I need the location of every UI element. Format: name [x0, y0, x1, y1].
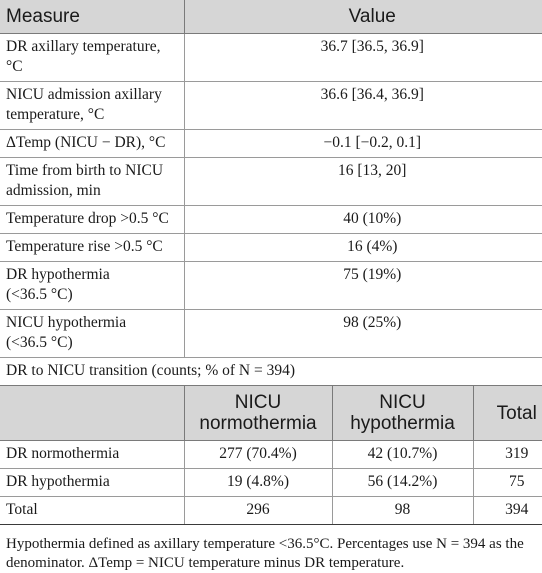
value-cell: 98 (25%) — [184, 310, 542, 358]
measure-column-header: Measure — [0, 0, 184, 34]
footnote-line: Hypothermia defined as axillary temperature <36.5°C. Percentages use N = 394 as the — [6, 536, 524, 552]
value-cell: 16 [13, 20] — [184, 158, 542, 206]
table-header-row — [0, 386, 542, 441]
column-header: NICU hypothermia — [332, 386, 473, 441]
count-cell: 75 — [473, 469, 542, 497]
table-row — [0, 234, 542, 262]
column-header: Total — [473, 386, 542, 441]
measure-cell — [0, 82, 184, 130]
measure-cell — [0, 34, 184, 82]
count-cell: 296 — [184, 497, 332, 525]
transition-table — [0, 386, 542, 525]
measure-cell — [0, 234, 184, 262]
measure-line: DR hypothermia — [6, 266, 110, 283]
count-cell: 394 — [473, 497, 542, 525]
column-header: NICU normothermia — [184, 386, 332, 441]
count-cell: 42 (10.7%) — [332, 441, 473, 469]
measure-line: Temperature drop >0.5 °C — [6, 210, 169, 227]
value-cell: 36.6 [36.4, 36.9] — [184, 82, 542, 130]
measure-cell — [0, 158, 184, 206]
table-row — [0, 497, 542, 525]
value-cell: 75 (19%) — [184, 262, 542, 310]
row-label-cell: DR normothermia — [0, 441, 184, 469]
table-header-row — [0, 0, 542, 34]
table-row — [0, 158, 542, 206]
measure-line: DR axillary temperature, — [6, 38, 161, 55]
transition-caption: DR to NICU transition (counts; % of N = 394) — [0, 358, 542, 386]
measure-line: Time from birth to NICU — [6, 162, 164, 179]
table-row — [0, 130, 542, 158]
count-cell: 98 — [332, 497, 473, 525]
row-label-column-header — [0, 386, 184, 441]
footnote-line: denominator. ΔTemp = NICU temperature minus DR temperature. — [6, 555, 405, 571]
measure-line: °C — [6, 58, 23, 75]
measure-line: temperature, °C — [6, 106, 105, 123]
table-row — [0, 469, 542, 497]
value-cell: −0.1 [−0.2, 0.1] — [184, 130, 542, 158]
value-cell: 16 (4%) — [184, 234, 542, 262]
measure-line: NICU hypothermia — [6, 314, 127, 331]
table-row — [0, 82, 542, 130]
measure-cell — [0, 310, 184, 358]
table-row — [0, 262, 542, 310]
measure-cell — [0, 130, 184, 158]
table-row — [0, 441, 542, 469]
measure-cell — [0, 262, 184, 310]
value-cell: 36.7 [36.5, 36.9] — [184, 34, 542, 82]
count-cell: 56 (14.2%) — [332, 469, 473, 497]
row-label-cell: DR hypothermia — [0, 469, 184, 497]
value-column-header: Value — [184, 0, 542, 34]
count-cell: 277 (70.4%) — [184, 441, 332, 469]
measure-line: (<36.5 °C) — [6, 286, 73, 303]
table-row — [0, 206, 542, 234]
measure-line: admission, min — [6, 182, 101, 199]
row-label-cell: Total — [0, 497, 184, 525]
measure-line: NICU admission axillary — [6, 86, 162, 103]
measure-line: Temperature rise >0.5 °C — [6, 238, 163, 255]
count-cell: 19 (4.8%) — [184, 469, 332, 497]
measure-cell — [0, 206, 184, 234]
measure-line: ΔTemp (NICU − DR), °C — [6, 134, 166, 151]
measure-line: (<36.5 °C) — [6, 334, 73, 351]
footnote — [0, 525, 542, 573]
table-row — [0, 34, 542, 82]
table-row — [0, 310, 542, 358]
value-cell: 40 (10%) — [184, 206, 542, 234]
count-cell: 319 — [473, 441, 542, 469]
